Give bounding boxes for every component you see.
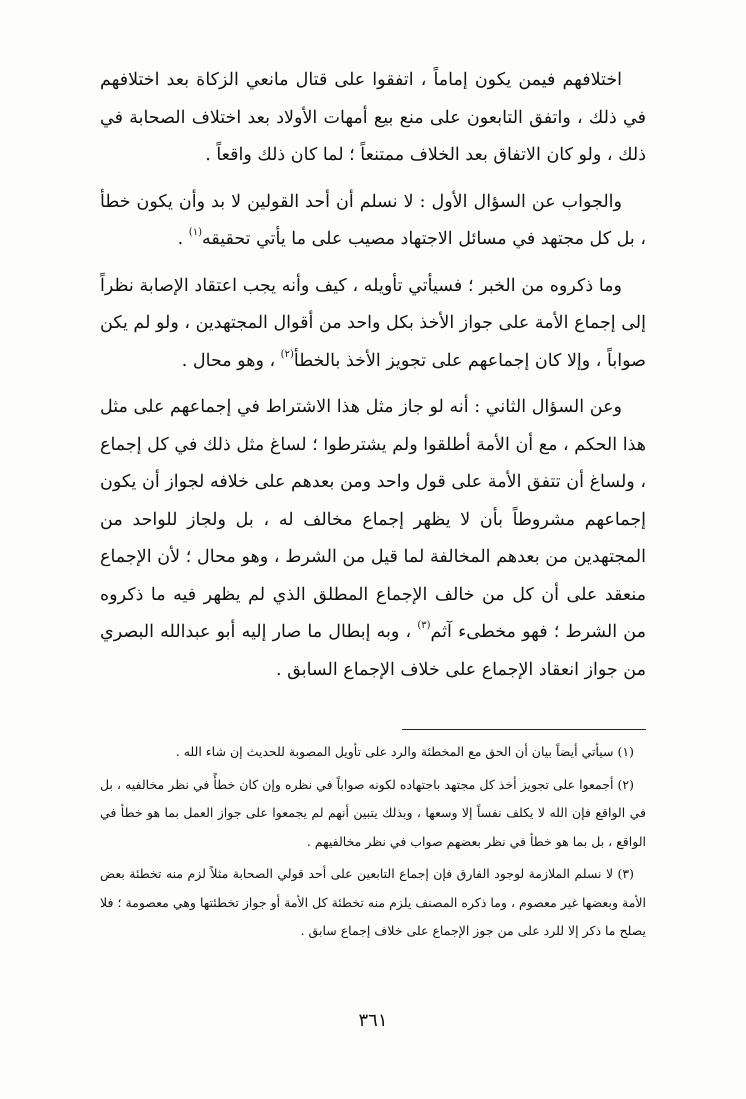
paragraph-text: والجواب عن السؤال الأول : لا نسلم أن أحد القولين لا بد وأن يكون خطأ ، بل كل مجتهد في مسائل الاجتهاد مصيب على ما يأتي تحقيقه <box>100 191 646 249</box>
paragraph-text: وما ذكروه من الخبر ؛ فسيأتي تأويله ، كيف وأنه يجب اعتقاد الإصابة نظراً إلى إجماع الأمة على جواز الأخذ بكل واحد من أقوال المجتهدين ، ولو لم يكن صواباً ، وإلا كان إجماعهم على تجويز الأخذ بالخطأ <box>100 275 646 371</box>
footnote-marker: (١) <box>188 227 202 238</box>
page-number: ٣٦١ <box>358 1010 388 1031</box>
footnote: (٣) لا نسلم الملازمة لوجود الفارق فإن إجماع التابعين على أحد قولي الصحابة مثلاً لزم منه تخطئة بعض الأمة وبعضها غير معصوم ، وما ذكره المصنف يلزم منه تخطئة كل الأمة أو جواز تخطئتها وهي معصومة ؛ فلا يصلح ما ذكر إلا للرد على من جوز الإجماع على خلاف إجماع سابق . <box>100 866 646 938</box>
paragraph <box>100 62 646 175</box>
paragraph-text: اختلافهم فيمن يكون إماماً ، اتفقوا على قتال مانعي الزكاة بعد اختلافهم في ذلك ، واتفق التابعون على منع بيع أمهات الأولاد بعد اختلاف الصحابة في ذلك ، ولو كان الاتفاق بعد الخلاف ممتنعاً ؛ لما كان ذلك واقعاً . <box>100 70 646 165</box>
footnotes <box>100 738 646 950</box>
footnote-divider <box>402 729 646 730</box>
paragraph-text: ، وهو محال . <box>181 350 281 371</box>
paragraph-text: . <box>177 229 189 249</box>
footnote: (١) سيأتي أيضاً بيان أن الحق مع المخطئة والرد على تأويل المصوبة للحديث إن شاء الله . <box>175 744 634 759</box>
footnote-marker: (٢) <box>280 348 294 360</box>
paragraph <box>100 184 646 259</box>
paragraph <box>100 268 646 381</box>
paragraph-text: وعن السؤال الثاني : أنه لو جاز مثل هذا الاشتراط في إجماعهم على مثل هذا الحكم ، مع أن الأمة أطلقوا ولم يشترطوا ؛ لساغ مثل ذلك في كل إجماع ، ولساغ أن تتفق الأمة على قول واحد ومن بعدهم على خلافه لجواز أن يكون إجماعهم مشروطاً بأن لا يظهر إجماع مخالف له ، بل ولجاز للواحد من المجتهدين من بعدهم المخالفة لما قيل من الشرط ، وهو محال ؛ لأن الإجماع منعقد على أن كل من خالف الإجماع المطلق الذي لم يظهر فيه ما ذكروه من الشرط ؛ فهو مخطىء آثم <box>100 397 646 642</box>
main-text <box>100 62 646 698</box>
footnote: (٢) أجمعوا على تجويز أخذ كل مجتهد باجتهاده لكونه صواباً في نظره وإن كان خطأً في نظر مخالفيه ، بل في الواقع فإن الله لا يكلف نفساً إلا وسعها ، وبذلك يتبين أنهم لم يجمعوا على جواز العمل بما هو خطأ في الواقع ، بل بما هو خطأ في نظر بعضهم صواب في نظر مخالفيهم . <box>100 776 646 849</box>
paragraph-text: ، وبه إبطال ما صار إليه أبو عبدالله البصري من جواز انعقاد الإجماع على خلاف الإجماع السابق . <box>100 622 646 680</box>
footnote-marker: (٣) <box>417 620 431 631</box>
paragraph <box>100 389 646 689</box>
